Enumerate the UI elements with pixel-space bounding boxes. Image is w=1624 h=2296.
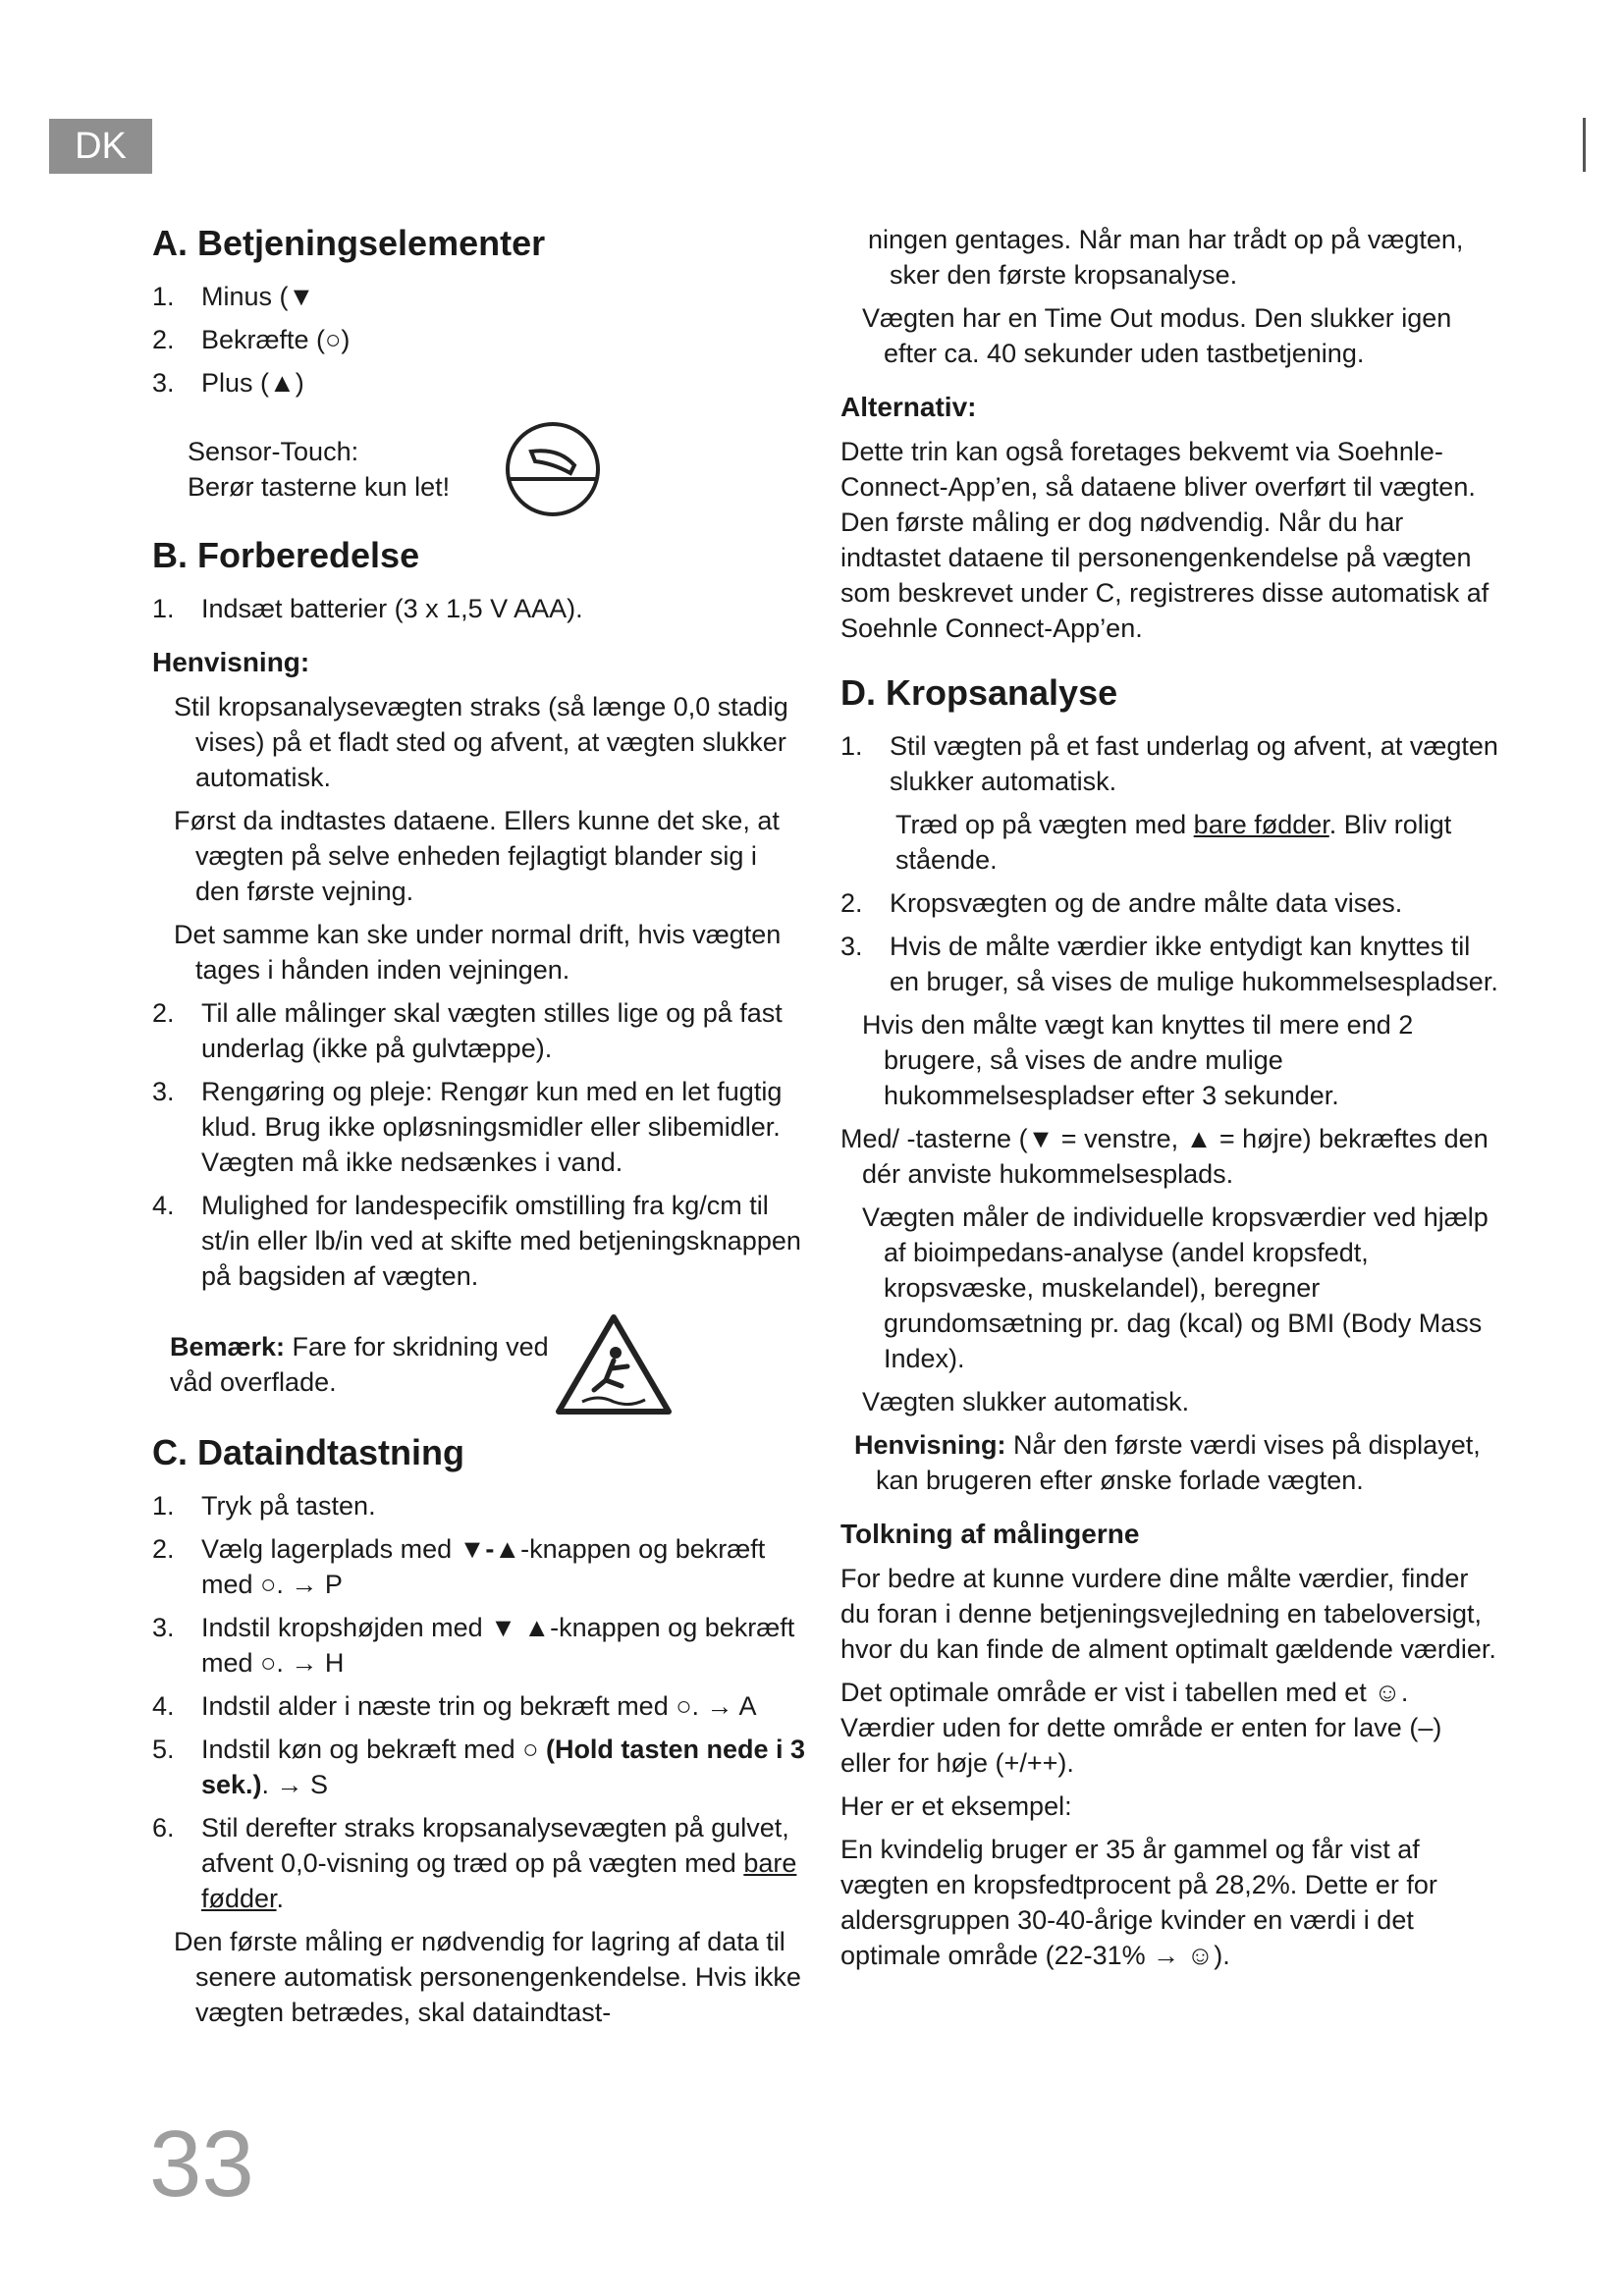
section-b-title: B. Forberedelse	[152, 535, 420, 575]
list-item: 2. Kropsvægten og de andre målte data vises.	[840, 888, 1403, 918]
list-item: 3. Rengøring og pleje: Rengør kun med en let fugtig klud. Brug ikke opløsningsmidler eller slibemidler. Vægten må ikke nedsænkes i vand.	[152, 1077, 783, 1177]
list-item: 1. Indsæt batterier (3 x 1,5 V AAA).	[152, 594, 583, 623]
d-paragraph: Vægten slukker automatisk.	[862, 1387, 1190, 1416]
page-number: 33	[149, 2111, 254, 2216]
alternativ-title: Alternativ:	[840, 392, 977, 422]
touch-icon	[502, 418, 604, 520]
warning-text: Fare for skridning ved våd overflade.	[170, 1332, 549, 1397]
list-item: 2. Bekræfte (○)	[152, 325, 351, 354]
c-paragraph: Den første måling er nødvendig for lagring af data til senere automatisk personengenkendelse. Hvis ikke vægten betrædes, skal dataindtast-	[174, 1927, 801, 2027]
list-item: 5. Indstil køn og bekræft med ○ (Hold tasten nede i 3 sek.). → S	[152, 1735, 805, 1799]
language-tab: DK	[49, 119, 152, 174]
tolkning-paragraph: En kvindelig bruger er 35 år gammel og får vist af vægten en kropsfedtprocent på 28,2%. Dette er for aldersgruppen 30-40-årige kvinder en værdi i det optimale område (22-31% → ☺).	[840, 1835, 1437, 1970]
sensor-touch-hint: Berør tasterne kun let!	[188, 472, 451, 502]
list-item: 2. Vælg lagerplads med ▼-▲-knappen og bekræft med ○. → P	[152, 1534, 766, 1599]
section-c-title: C. Dataindtastning	[152, 1432, 465, 1472]
note-paragraph: Først da indtastes dataene. Ellers kunne det ske, at vægten på selve enheden fejlagtigt blander sig i den første vejning.	[174, 806, 780, 906]
list-item: 2. Til alle målinger skal vægten stilles lige og på fast underlag (ikke på gulvtæppe).	[152, 998, 783, 1063]
tolkning-paragraph: Det optimale område er vist i tabellen med et ☺. Værdier uden for dette område er enten for lave (–) eller for høje (+/++).	[840, 1678, 1442, 1778]
list-item: 4. Mulighed for landespecifik omstilling fra kg/cm til st/in eller lb/in ved at skifte med betjeningsknappen på bagsiden af vægten.	[152, 1191, 801, 1291]
note-paragraph: Stil kropsanalysevægten straks (så længe 0,0 stadig vises) på et fladt sted og afvent, at vægten slukker automatisk.	[174, 692, 788, 792]
list-item: 1. Tryk på tasten.	[152, 1491, 376, 1521]
left-column	[152, 222, 808, 2038]
page-edge-marker	[1583, 118, 1586, 172]
list-item: 1. Stil vægten på et fast underlag og afvent, at vægten slukker automatisk.	[840, 731, 1498, 796]
timeout-paragraph: Vægten har en Time Out modus. Den slukker igen efter ca. 40 sekunder uden tastbetjening.	[862, 303, 1452, 368]
continued-paragraph: ningen gentages. Når man har trådt op på vægten, sker den første kropsanalyse.	[868, 225, 1464, 290]
d-paragraph: Med/ -tasterne (▼ = venstre, ▲ = højre) bekræftes den dér anviste hukommelsesplads.	[840, 1124, 1489, 1189]
section-d-title: D. Kropsanalyse	[840, 672, 1118, 713]
list-item: 3. Plus (▲)	[152, 368, 304, 398]
step-paragraph: Træd op på vægten med bare fødder. Bliv roligt stående.	[895, 810, 1452, 875]
list-item: 6. Stil derefter straks kropsanalysevægten på gulvet, afvent 0,0-visning og træd op på vægten med bare fødder.	[152, 1813, 797, 1913]
tolkning-paragraph: For bedre at kunne vurdere dine målte værdier, finder du foran i denne betjeningsvejledning en tabeloversigt, hvor du kan finde de alment optimalt gældende værdier.	[840, 1564, 1496, 1664]
slip-warning-icon	[553, 1311, 675, 1417]
slip-warning-box	[152, 1311, 808, 1417]
note-paragraph: Det samme kan ske under normal drift, hvis vægten tages i hånden inden vejningen.	[174, 920, 782, 985]
d-paragraph: Vægten måler de individuelle kropsværdier ved hjælp af bioimpedans-analyse (andel kropsfedt, kropsvæske, muskelandel), beregner grundomsætning pr. dag (kcal) og BMI (Body Mass Index).	[862, 1202, 1489, 1373]
list-item: 3. Indstil kropshøjden med ▼ ▲-knappen og bekræft med ○. → H	[152, 1613, 795, 1678]
d-paragraph: Hvis den målte vægt kan knyttes til mere end 2 brugere, så vises de andre mulige hukommelsespladser efter 3 sekunder.	[862, 1010, 1414, 1110]
sensor-touch-label: Sensor-Touch:	[188, 437, 359, 466]
list-item: 3. Hvis de målte værdier ikke entydigt kan knyttes til en bruger, så vises de mulige hukommelsespladser.	[840, 932, 1498, 996]
henvisning-title: Henvisning:	[152, 647, 310, 677]
d-note: Henvisning: Når den første værdi vises på displayet, kan brugeren efter ønske forlade vægten.	[854, 1430, 1481, 1495]
sensor-touch-box	[152, 418, 808, 520]
right-column	[840, 222, 1498, 1981]
warning-label: Bemærk:	[170, 1332, 286, 1362]
tolkning-paragraph: Her er et eksempel:	[840, 1791, 1072, 1821]
list-item: 1. Minus (▼	[152, 282, 315, 311]
tolkning-title: Tolkning af målingerne	[840, 1519, 1140, 1549]
alternativ-text: Dette trin kan også foretages bekvemt via Soehnle-Connect-App’en, så dataene bliver overført til vægten. Den første måling er dog nødvendig. Når du har indtastet dataene til personengenkendelse på vægten som beskrevet under C, registreres disse automatisk af Soehnle Connect-App’en.	[840, 437, 1489, 643]
section-a-title: A. Betjeningselementer	[152, 223, 546, 263]
list-item: 4. Indstil alder i næste trin og bekræft med ○. → A	[152, 1691, 757, 1721]
